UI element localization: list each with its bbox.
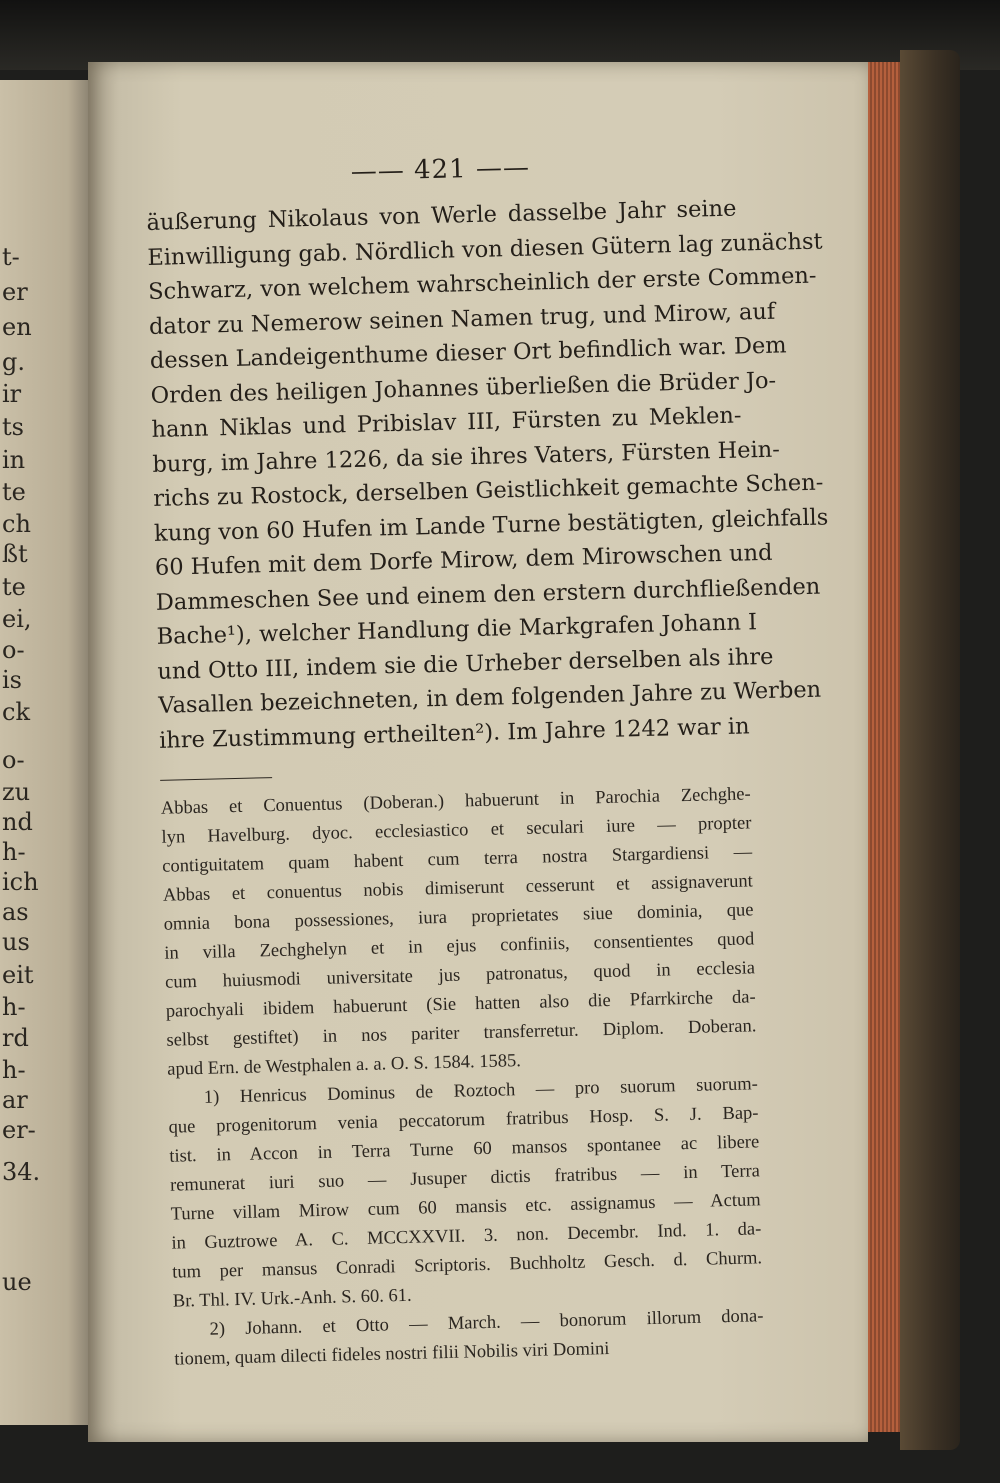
footnote-line: in villa Zechghelyn et in ejus confiniis, consentientes quod [164, 929, 755, 964]
facing-page-fragment: h- [2, 1056, 26, 1084]
facing-page-fragment: h- [2, 993, 26, 1021]
text-line: 60 Hufen mit dem Dorfe Mirow, dem Mirowschen und [154, 539, 773, 581]
facing-page-fragment: zu [2, 778, 31, 806]
facing-page-fragment: ich [2, 868, 39, 896]
page-number: —— 421 —— [350, 152, 531, 187]
footnote-line: apud Ern. de Westphalen a. a. O. S. 1584. 1585. [166, 1051, 522, 1080]
text-line: und Otto III, indem sie die Urheber derselben als ihre [157, 643, 774, 685]
facing-page-fragment: h- [2, 838, 26, 866]
facing-page-fragment: te [2, 573, 26, 601]
text-line: Vasallen bezeichneten, in dem folgenden Jahre zu Werben [158, 676, 822, 719]
text-line: kung von 60 Hufen im Lande Turne bestätigten, gleichfalls [153, 503, 829, 547]
facing-page-fragment: en [2, 313, 32, 341]
facing-page-fragment: ch [2, 510, 31, 538]
footnote-line: Abbas et Conuentus (Doberan.) habuerunt in Parochia Zechghe- [160, 784, 751, 819]
text-line: Orden des heiligen Johannes überließen die Brüder Jo- [150, 367, 777, 409]
facing-page-fragment: o- [2, 746, 25, 774]
footnote-line: tist. in Accon in Terra Turne 60 mansos spontanee ac libere [169, 1132, 760, 1167]
footnote-line: 1) Henricus Dominus de Roztoch — pro suorum suorum- [203, 1074, 759, 1108]
text-line: Schwarz, von welchem wahrscheinlich der erste Commen- [147, 262, 817, 305]
text-line: dator zu Nemerow seinen Namen trug, und Mirow, auf [148, 298, 776, 340]
facing-page-fragment: 34. [2, 1158, 41, 1186]
facing-page-fragment: nd [2, 808, 33, 836]
text-line: dessen Landeigenthume dieser Ort befindlich war. Dem [149, 332, 787, 374]
facing-page-fragment: ck [2, 698, 30, 726]
facing-page-fragment: in [2, 446, 26, 474]
facing-page-fragment: as [2, 898, 29, 926]
facing-page-fragment: ts [2, 413, 24, 441]
facing-page-fragment: o- [2, 636, 25, 664]
text-line: äußerung Nikolaus von Werle dasselbe Jahr seine [146, 195, 737, 236]
facing-page-fragment: ir [2, 380, 22, 408]
footnote-line: tionem, quam dilecti fideles nostri filii Nobilis viri Domini [174, 1339, 610, 1370]
text-line: hann Niklas und Pribislav III, Fürsten zu Meklen- [151, 402, 742, 443]
footnotes [161, 780, 765, 1374]
main-text [146, 192, 829, 758]
footnote-line: parochyali ibidem habuerunt (Sie hatten also die Pfarrkirche da- [165, 987, 756, 1022]
text-line: Bache¹), welcher Handlung die Markgrafen Johann I [156, 609, 758, 650]
facing-page-fragment: ue [2, 1268, 32, 1296]
text-line: Einwilligung gab. Nördlich von diesen Gütern lag zunächst [147, 227, 823, 271]
footnote-line: omnia bona possessiones, iura proprietates siue dominia, que [163, 900, 754, 935]
footnote-line: 2) Johann. et Otto — March. — bonorum illorum dona- [209, 1306, 764, 1340]
footnote-line: tum per mansus Conradi Scriptoris. Buchholtz Gesch. d. Churm. [171, 1248, 763, 1283]
footnote-line: selbst gestiftet) in nos pariter transferretur. Diplom. Doberan. [166, 1016, 757, 1051]
facing-page-fragment: ßt [2, 540, 28, 568]
facing-page-fragment: er [2, 278, 28, 306]
footnote-line: cum huiusmodi universitate jus patronatus, quod in ecclesia [164, 958, 756, 993]
facing-page-fragment: te [2, 478, 26, 506]
footnote-line: contiguitatem quam habent cum terra nostra Stargardiensi — [162, 842, 753, 877]
facing-page-fragment: ar [2, 1086, 28, 1114]
text-line: richs zu Rostock, derselben Geistlichkeit gemachte Schen- [152, 469, 824, 512]
book-cover-edge [900, 50, 960, 1450]
footnote-line: Br. Thl. IV. Urk.-Anh. S. 60. 61. [172, 1285, 412, 1312]
facing-page-fragment: ei, [2, 605, 32, 633]
facing-page-fragment: us [2, 928, 30, 956]
text-line: Dammeschen See und einem den erstern durchfließenden [155, 573, 821, 616]
facing-page-fragment: t- [2, 243, 20, 271]
footnote-line: in Guztrowe A. C. MCCXXVII. 3. non. Decembr. Ind. 1. da- [171, 1219, 762, 1254]
backdrop [0, 0, 1000, 70]
facing-page-fragment: eit [2, 961, 34, 989]
footnote-line: que progenitorum venia peccatorum fratribus Hosp. S. J. Bap- [168, 1103, 759, 1138]
facing-page-fragment: is [2, 666, 22, 694]
footnote-line: remunerat iuri suo — Jusuper dictis fratribus — in Terra [169, 1161, 761, 1196]
footnote-line: lyn Havelburg. dyoc. ecclesiastico et seculari iure — propter [161, 813, 752, 848]
footnote-line: Turne villam Mirow cum 60 mansis etc. assignamus — Actum [170, 1190, 761, 1225]
text-line: burg, im Jahre 1226, da sie ihres Vaters, Fürsten Hein- [152, 436, 781, 478]
footnote-rule [160, 777, 272, 781]
facing-page-fragment: rd [2, 1024, 29, 1052]
footnote-line: Abbas et conuentus nobis dimiserunt cesserunt et assignaverunt [162, 871, 754, 906]
text-line: ihre Zustimmung ertheilten²). Im Jahre 1242 war in [158, 712, 750, 754]
facing-page [0, 80, 90, 1425]
facing-page-fragment: g. [2, 348, 25, 376]
facing-page-fragment: er- [2, 1116, 36, 1144]
page-text [145, 146, 829, 1375]
